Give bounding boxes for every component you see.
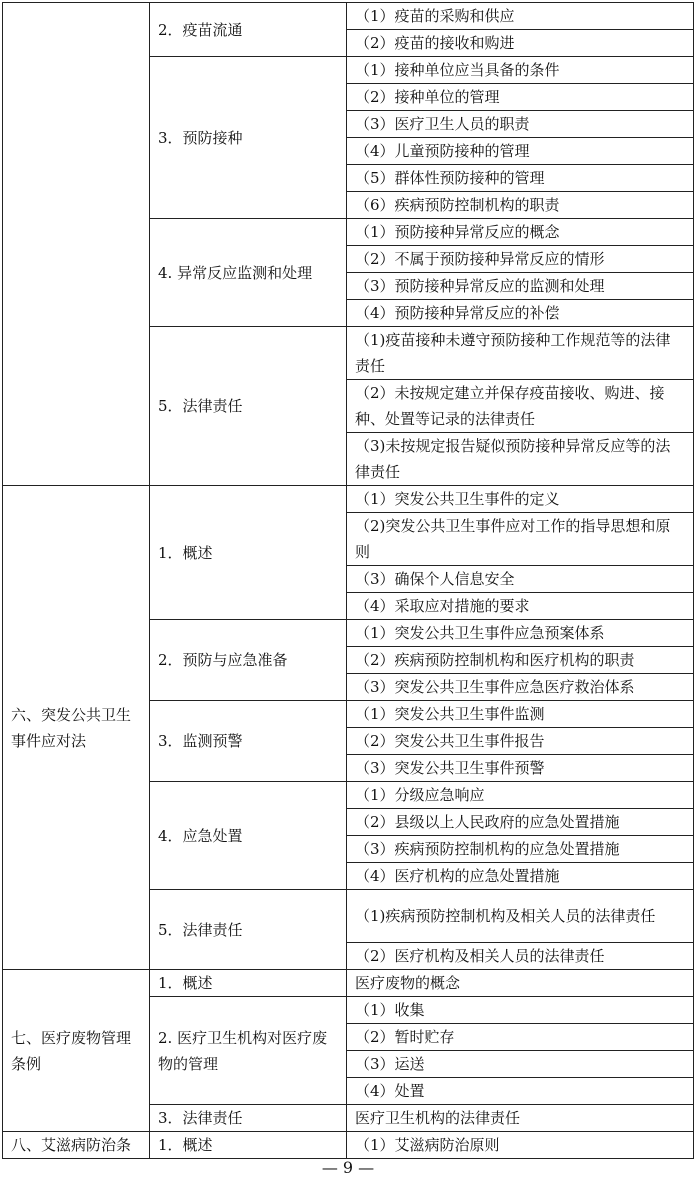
item-cell: （2）接种单位的管理 (347, 84, 694, 111)
item-cell: （1）预防接种异常反应的概念 (347, 219, 694, 246)
item-cell: （2）暂时贮存 (347, 1024, 694, 1051)
item-cell: （1）疫苗的采购和供应 (347, 3, 694, 30)
item-cell: （1）分级应急响应 (347, 782, 694, 809)
item-cell: （6）疾病预防控制机构的职责 (347, 192, 694, 219)
item-cell: （1）接种单位应当具备的条件 (347, 57, 694, 84)
outline-table (2, 2, 694, 1159)
item-cell: （2）疾病预防控制机构和医疗机构的职责 (347, 647, 694, 674)
subsection-title-cell: 3．预防接种 (150, 57, 347, 219)
table-row (3, 486, 694, 513)
subsection-title-cell: 4．应急处置 (150, 782, 347, 890)
subsection-title-cell: 3．监测预警 (150, 701, 347, 782)
item-cell: （3）确保个人信息安全 (347, 566, 694, 593)
section-title-cell: 七、医疗废物管理条例 (3, 970, 150, 1132)
item-cell: 医疗卫生机构的法律责任 (347, 1105, 694, 1132)
table-row (3, 3, 694, 30)
subsection-title-cell: 3．法律责任 (150, 1105, 347, 1132)
item-cell: （3）运送 (347, 1051, 694, 1078)
item-cell: （2）突发公共卫生事件报告 (347, 728, 694, 755)
item-cell: （4）儿童预防接种的管理 (347, 138, 694, 165)
subsection-title-cell: 2．预防与应急准备 (150, 620, 347, 701)
item-cell: （3）突发公共卫生事件应急医疗救治体系 (347, 674, 694, 701)
item-cell: 医疗废物的概念 (347, 970, 694, 997)
section-title-cell: 八、艾滋病防治条 (3, 1132, 150, 1159)
subsection-title-cell: 4. 异常反应监测和处理 (150, 219, 347, 327)
item-cell: （2)突发公共卫生事件应对工作的指导思想和原则 (347, 513, 694, 566)
item-cell: （3)未按规定报告疑似预防接种异常反应等的法律责任 (347, 433, 694, 486)
page-number: — 9 — (321, 1158, 375, 1177)
subsection-title-cell: 1．概述 (150, 970, 347, 997)
item-cell: （1）艾滋病防治原则 (347, 1132, 694, 1159)
outline-table-body (3, 3, 694, 1159)
subsection-title-cell: 1．概述 (150, 1132, 347, 1159)
item-cell: （1)疫苗接种未遵守预防接种工作规范等的法律责任 (347, 327, 694, 380)
item-cell: （3）预防接种异常反应的监测和处理 (347, 273, 694, 300)
item-cell: （1)疾病预防控制机构及相关人员的法律责任 (347, 890, 694, 943)
item-cell: （3）疾病预防控制机构的应急处置措施 (347, 836, 694, 863)
section-title-cell (3, 3, 150, 486)
item-cell: （2）未按规定建立并保存疫苗接收、购进、接种、处置等记录的法律责任 (347, 380, 694, 433)
item-cell: （5）群体性预防接种的管理 (347, 165, 694, 192)
subsection-title-cell: 1．概述 (150, 486, 347, 620)
item-cell: （3）突发公共卫生事件预警 (347, 755, 694, 782)
item-cell: （4）预防接种异常反应的补偿 (347, 300, 694, 327)
subsection-title-cell: 2. 医疗卫生机构对医疗废物的管理 (150, 997, 347, 1105)
item-cell: （4）医疗机构的应急处置措施 (347, 863, 694, 890)
item-cell: （1）突发公共卫生事件监测 (347, 701, 694, 728)
table-row (3, 970, 694, 997)
item-cell: （4）采取应对措施的要求 (347, 593, 694, 620)
item-cell: （2）县级以上人民政府的应急处置措施 (347, 809, 694, 836)
section-title-cell: 六、突发公共卫生事件应对法 (3, 486, 150, 970)
item-cell: （3）医疗卫生人员的职责 (347, 111, 694, 138)
item-cell: （1）收集 (347, 997, 694, 1024)
table-row (3, 1132, 694, 1159)
item-cell: （4）处置 (347, 1078, 694, 1105)
item-cell: （1）突发公共卫生事件的定义 (347, 486, 694, 513)
subsection-title-cell: 5．法律责任 (150, 327, 347, 486)
item-cell: （2）不属于预防接种异常反应的情形 (347, 246, 694, 273)
item-cell: （2）疫苗的接收和购进 (347, 30, 694, 57)
item-cell: （1）突发公共卫生事件应急预案体系 (347, 620, 694, 647)
subsection-title-cell: 5．法律责任 (150, 890, 347, 970)
subsection-title-cell: 2．疫苗流通 (150, 3, 347, 57)
item-cell: （2）医疗机构及相关人员的法律责任 (347, 943, 694, 970)
